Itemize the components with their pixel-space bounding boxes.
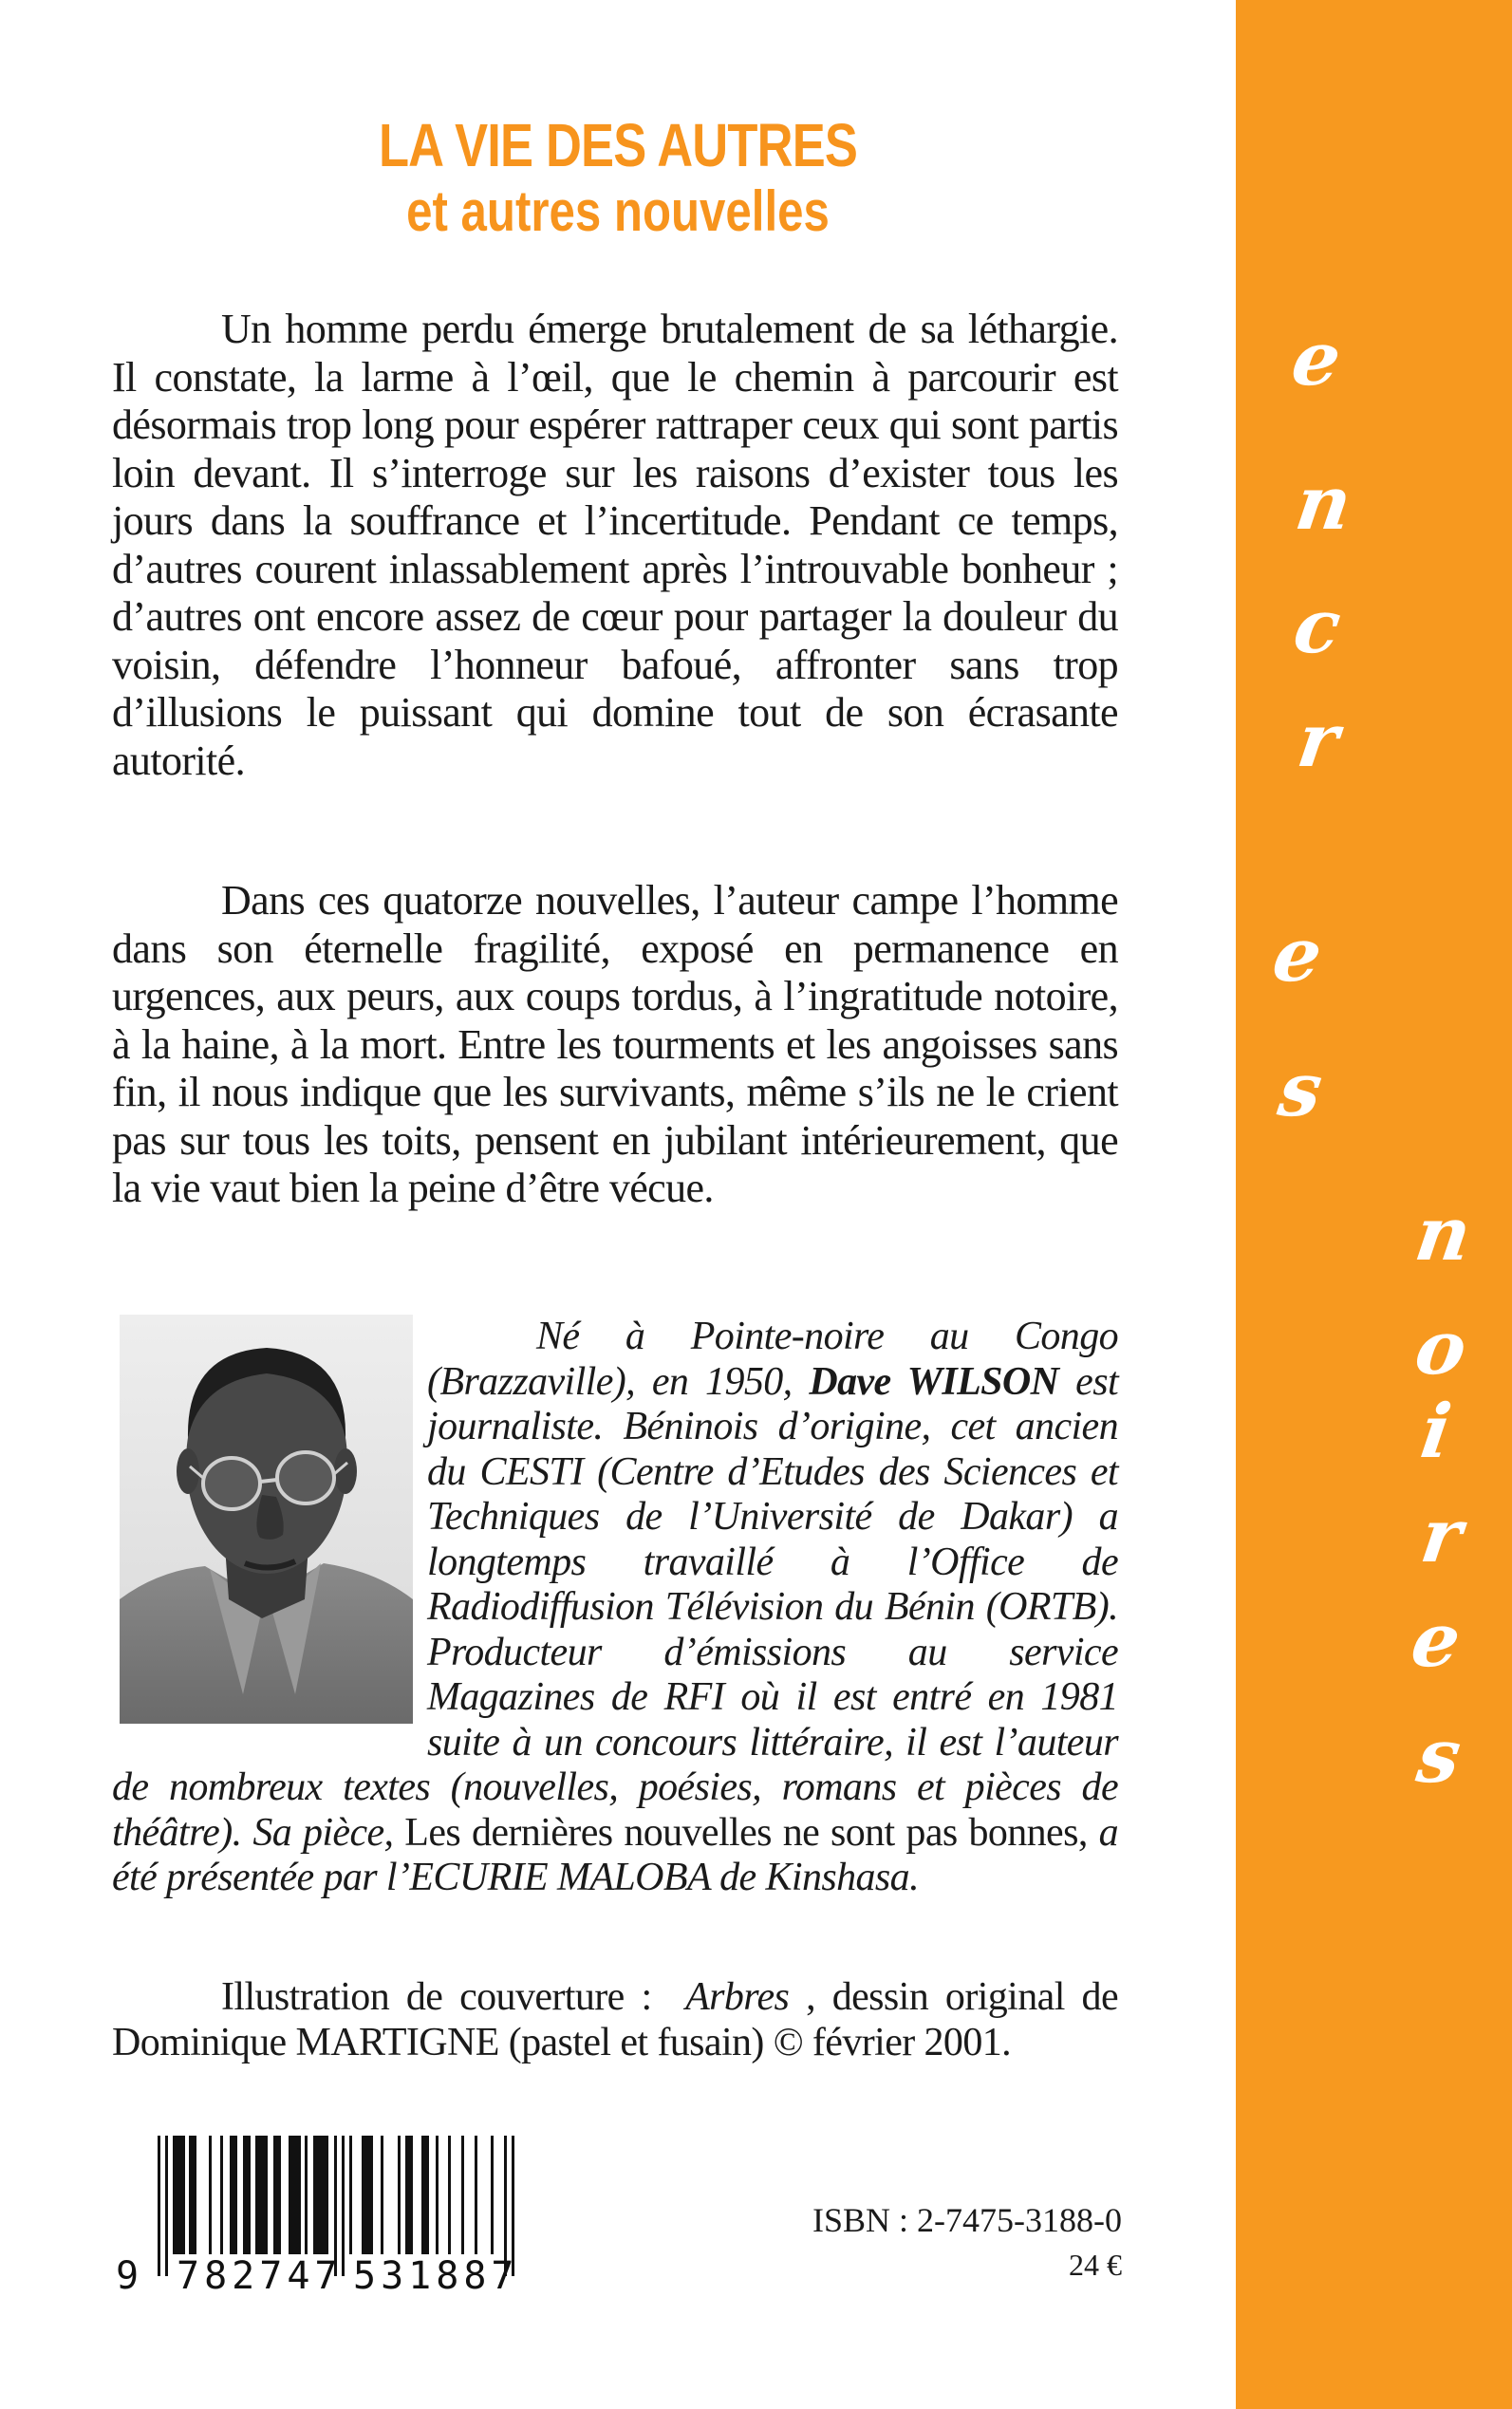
author-name: Dave WILSON: [809, 1359, 1059, 1404]
title-block: [0, 112, 1236, 245]
series-letter: e: [1267, 912, 1328, 999]
photo-spacer: [112, 1315, 427, 1725]
barcode-lead-digit: 9: [116, 2254, 140, 2298]
series-letter: c: [1288, 584, 1346, 670]
series-letter: e: [1286, 316, 1347, 402]
synopsis-text-1: Un homme perdu émerge brutalement de sa léthargie. Il constate, la larme à l’œil, que le chemin à parcourir est désormais trop long pour espérer rattraper ceux qui sont partis loin devant. Il s’interroge sur les raisons d’exister tous les jours dans la souffrance et l’incertitude. Pendant ce temps, d’autres courent inlassablement après l’introuvable bonheur ; d’autres ont encore assez de cœur pour partager la douleur du voisin, défendre l’honneur bafoué, affronter sans trop d’illusions le puissant qui domine tout de son écrasante autorité.: [112, 306, 1118, 784]
book-subtitle: et autres nouvelles: [406, 179, 830, 243]
credits-text: , dessin original de Dominique MARTIGNE (pastel et fusain) © février 2001.: [112, 1975, 1118, 2064]
artwork-title: Arbres: [685, 1975, 790, 2019]
bio-text-1: Né à Pointe-noire au Congo (Brazzaville), en 1950,: [427, 1315, 1118, 1404]
series-letter: n: [1290, 460, 1357, 547]
play-title: Les dernières nouvelles ne sont pas bonnes,: [404, 1810, 1088, 1855]
synopsis-text-2: Dans ces quatorze nouvelles, l’auteur campe l’homme dans son éternelle fragilité, exposé en permanence en urgences, aux peurs, aux coups tordus, à l’ingratitude notoire, à la haine, à la mort. Entre les tourments et les angoisses sans fin, il nous indique que les survivants, même s’ils ne le crient pas sur tous les toits, pensent en jubilant intérieurement, que la vie vaut bien la peine d’être vécue.: [112, 877, 1118, 1211]
book-title: LA VIE DES AUTRES: [378, 111, 858, 179]
series-letter: n: [1409, 1191, 1477, 1278]
series-letter: e: [1406, 1597, 1466, 1684]
series-letter: i: [1415, 1389, 1457, 1475]
series-letter: r: [1415, 1493, 1467, 1579]
bio-text-2: est journaliste. Béninois d’origine, cet ancien du CESTI (Centre d’Etudes des Sciences et Techniques de l’Université de Dakar) a longtemps travaillé à l’Office de Radiodiffusion Télévision du Bénin (ORTB). Producteur d’émissions au service Magazines de RFI où il est entré en 1981 suite à un concours littéraire, il est l’auteur de nombreux textes (nouvelles, poésies, romans et pièces de théâtre). Sa pièce,: [112, 1359, 1119, 1855]
credits-label: Illustration de couverture :: [221, 1975, 652, 2019]
barcode-group-1: 782747: [177, 2254, 343, 2298]
series-letter: s: [1411, 1713, 1466, 1800]
synopsis-paragraph-2: [112, 877, 1118, 1213]
bio-text-3: a été présentée par l’ECURIE MALOBA de Kinshasa.: [112, 1810, 1118, 1899]
series-side-band: [1236, 0, 1512, 2409]
price: 24 €: [1069, 2248, 1122, 2282]
series-letter: o: [1409, 1305, 1472, 1391]
barcode-group-2: 531887: [353, 2254, 519, 2298]
synopsis-paragraph-1: [112, 306, 1118, 785]
series-letter: s: [1273, 1047, 1328, 1133]
series-letter: r: [1292, 698, 1344, 784]
isbn: ISBN : 2-7475-3188-0: [812, 2201, 1122, 2239]
author-bio: [112, 1315, 1118, 1901]
cover-illustration-credits: [112, 1974, 1118, 2065]
barcode: [112, 2134, 549, 2305]
